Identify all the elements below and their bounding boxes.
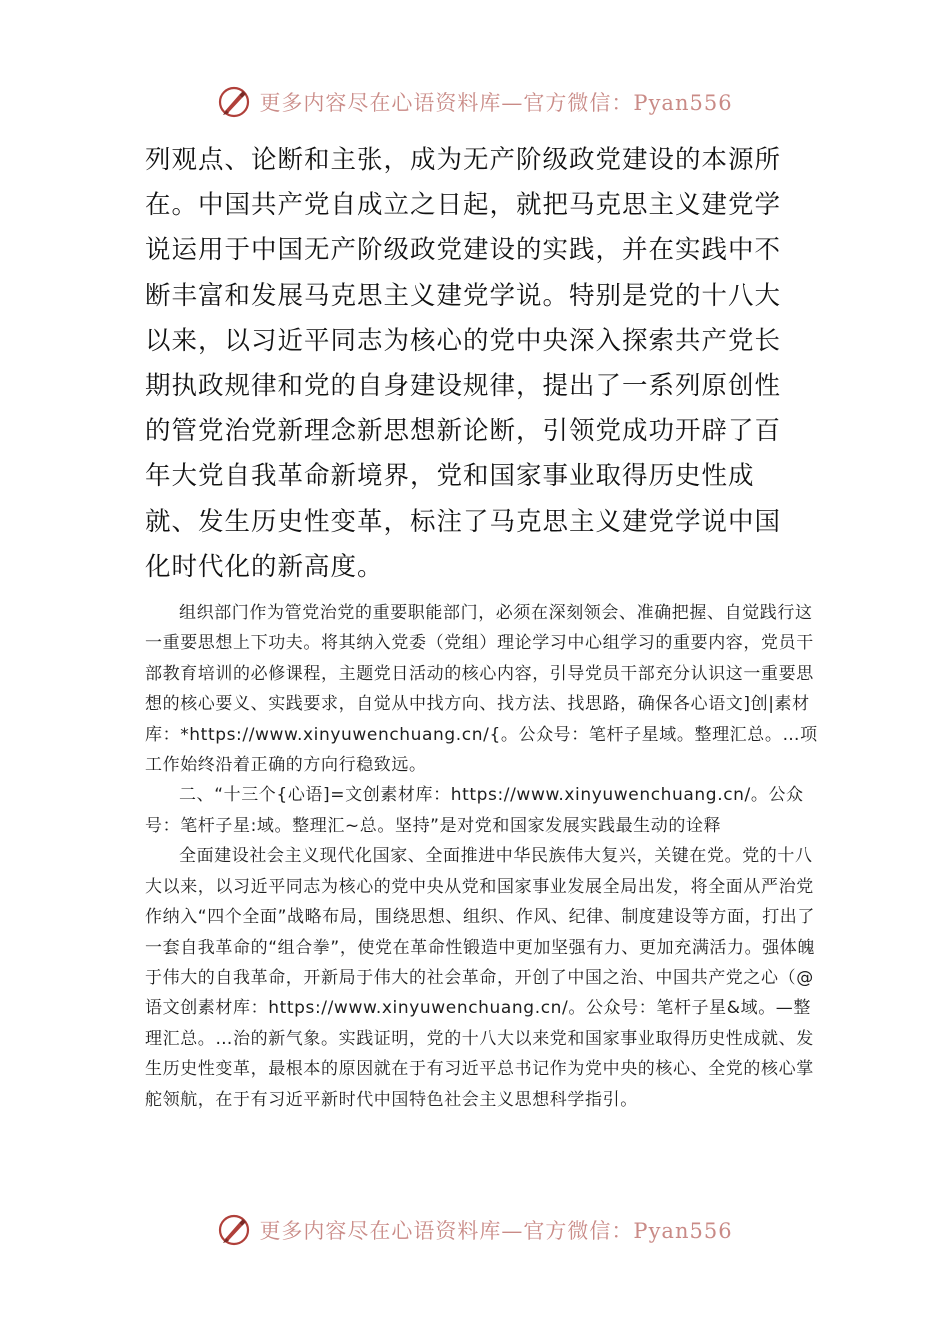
- document-body: [145, 138, 825, 1115]
- footer-banner: [0, 1210, 950, 1250]
- header-banner: [0, 82, 950, 122]
- footer-text: 更多内容尽在心语资料库—官方微信：Pyan556: [259, 1219, 733, 1243]
- paragraph-organization: 组织部门作为管党治党的重要职能部门，必须在深刻领会、准确把握、自觉践行这一重要思想上下功夫。将其纳入党委（党组）理论学习中心组学习的重要内容，党员干部教育培训的必修课程，主题党日活动的核心内容，引导党员干部充分认识这一重要思想的核心要义、实践要求，自觉从中找方向、找方法、找思路，确保各心语文]创|素材库：*https://www.xinyuwenchuang.cn/{。公众号：笔杆子星域。整理汇总。…项工作始终沿着正确的方向行稳致远。: [145, 603, 818, 776]
- pen-logo-icon: [217, 1213, 251, 1247]
- pen-logo-icon: [217, 85, 251, 119]
- section-heading: 二、“十三个{心语]=文创素材库：https://www.xinyuwenchuang.cn/。公众号：笔杆子星:域。整理汇~总。坚持”是对党和国家发展实践最生动的诠释: [145, 785, 804, 836]
- header-text: 更多内容尽在心语资料库—官方微信：Pyan556: [259, 91, 733, 115]
- small-text-block: [145, 598, 825, 1115]
- large-paragraph: 列观点、论断和主张，成为无产阶级政党建设的本源所在。中国共产党自成立之日起，就把马克思主义建党学说运用于中国无产阶级政党建设的实践，并在实践中不断丰富和发展马克思主义建党学说。特别是党的十八大以来，以习近平同志为核心的党中央深入探索共产党长期执政规律和党的自身建设规律，提出了一系列原创性的管党治党新理念新思想新论断，引领党成功开辟了百年大党自我革命新境界，党和国家事业取得历史性成就、发生历史性变革，标注了马克思主义建党学说中国化时代化的新高度。: [145, 145, 782, 582]
- paragraph-modernization: 全面建设社会主义现代化国家、全面推进中华民族伟大复兴，关键在党。党的十八大以来，以习近平同志为核心的党中央从党和国家事业发展全局出发，将全面从严治党作纳入“四个全面”战略布局，围绕思想、组织、作风、纪律、制度建设等方面，打出了一套自我革命的“组合拳”，使党在革命性锻造中更加坚强有力、更加充满活力。强体魄于伟大的自我革命，开新局于伟大的社会革命，开创了中国之治、中国共产党之心（@语文创素材库：https://www.xinyuwenchuang.cn/。公众号：笔杆子星&域。—整理汇总。…治的新气象。实践证明，党的十八大以来党和国家事业取得历史性成就、发生历史性变革，最根本的原因就在于有习近平总书记作为党中央的核心、全党的核心掌舵领航，在于有习近平新时代中国特色社会主义思想科学指引。: [145, 846, 816, 1110]
